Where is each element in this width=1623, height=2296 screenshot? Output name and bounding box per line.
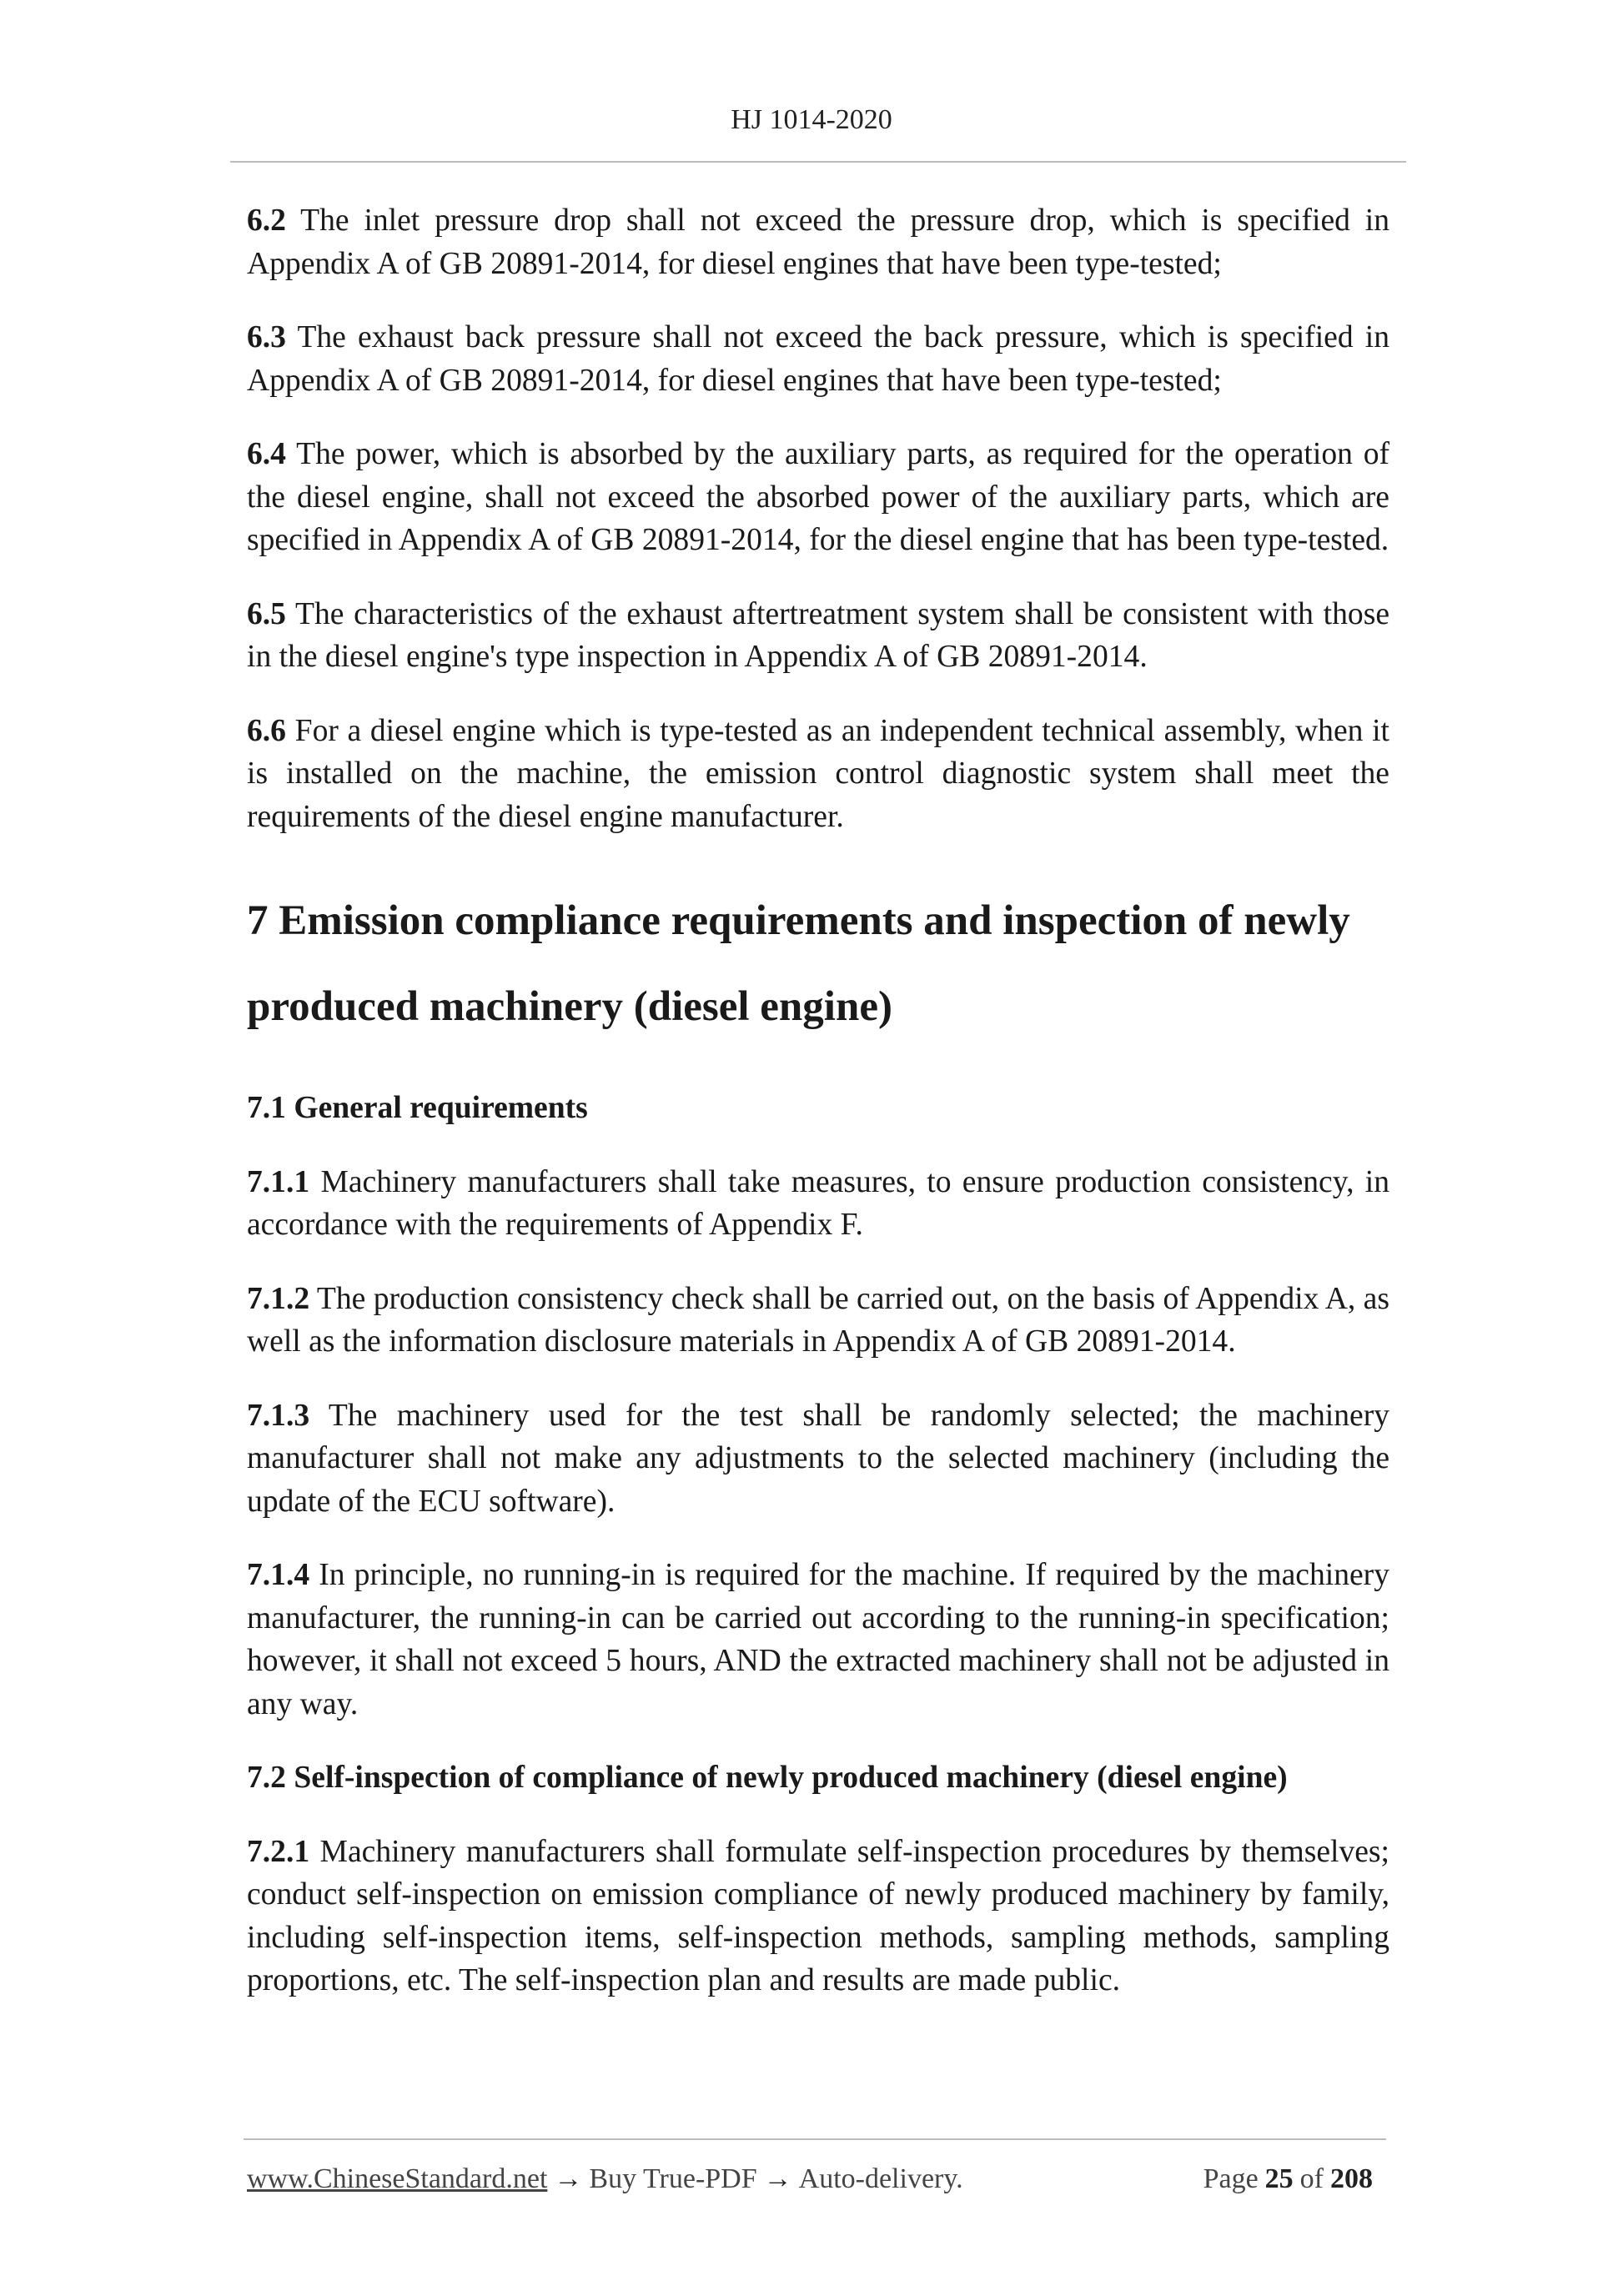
clause-6-3 — [247, 316, 1389, 402]
page-number — [1203, 2163, 1379, 2195]
clause-number: 7.1.3 — [247, 1398, 310, 1433]
arrow-right-icon: → — [763, 2163, 792, 2194]
clause-7-1-1 — [247, 1161, 1389, 1247]
page-total: 208 — [1330, 2163, 1373, 2194]
clause-number: 6.3 — [247, 320, 286, 354]
clause-7-2-1 — [247, 1831, 1389, 2002]
clause-text: The production consistency check shall be carried out, on the basis of Appendix A, as well as the information disclosure materials in Appendix A of GB 20891-2014. — [247, 1281, 1389, 1359]
clause-7-1-2 — [247, 1278, 1389, 1364]
clause-number: 7.1.4 — [247, 1558, 310, 1592]
clause-6-2 — [247, 199, 1389, 285]
page-body — [247, 199, 1389, 2033]
website-link[interactable]: www.ChineseStandard.net — [247, 2163, 548, 2194]
footer-links — [247, 2163, 963, 2195]
clause-text: The exhaust back pressure shall not exceed the back pressure, which is specified in Appendix A of GB 20891-2014, for diesel engines that have been type-tested; — [247, 320, 1389, 398]
buy-pdf-text: Buy True-PDF — [589, 2163, 757, 2194]
clause-7-1-4 — [247, 1554, 1389, 1726]
section-7-1-heading: 7.1 General requirements — [247, 1091, 588, 1125]
clause-text: For a diesel engine which is type-tested as an independent technical assembly, when it is installed on the machine, the emission control diagnostic system shall meet the requirements of the diesel engine manufacturer. — [247, 713, 1389, 834]
arrow-right-icon: → — [554, 2163, 583, 2194]
clause-text: The machinery used for the test shall be randomly selected; the machinery manufacturer shall not make any adjustments to the selected machinery (including the update of the ECU software). — [247, 1398, 1389, 1519]
clause-text: Machinery manufacturers shall formulate self-inspection procedures by themselves; conduct self-inspection on emission compliance of newly produced machinery by family, including self-inspection items, self-inspection methods, sampling methods, sampling proportions, etc. The self-inspection plan and results are made public. — [247, 1834, 1389, 1997]
clause-6-4 — [247, 433, 1389, 562]
running-header: HJ 1014-2020 — [731, 104, 892, 135]
clause-number: 7.2.1 — [247, 1834, 310, 1869]
clause-text: In principle, no running-in is required for the machine. If required by the machinery manufacturer, the running-in can be carried out according to the running-in specification; however, it shall not exceed 5 hours, AND the extracted machinery shall not be adjusted in any way. — [247, 1558, 1389, 1721]
clause-text: The power, which is absorbed by the auxiliary parts, as required for the operation of the diesel engine, shall not exceed the absorbed power of the auxiliary parts, which are specified in Appendix A of GB 20891-2014, for the diesel engine that has been type-tested. — [247, 437, 1389, 557]
clause-text: Machinery manufacturers shall take measures, to ensure production consistency, in accordance with the requirements of Appendix F. — [247, 1164, 1389, 1242]
auto-delivery-text: Auto-delivery. — [798, 2163, 963, 2194]
clause-number: 7.1.2 — [247, 1281, 310, 1316]
section-7-2-heading: 7.2 Self-inspection of compliance of newly produced machinery (diesel engine) — [247, 1761, 1288, 1795]
chapter-7-heading: 7 Emission compliance requirements and inspection of newly produced machinery (diesel engine) — [247, 897, 1350, 1030]
footer-divider — [244, 2138, 1386, 2140]
clause-6-5 — [247, 593, 1389, 679]
clause-6-6 — [247, 710, 1389, 839]
clause-text: The inlet pressure drop shall not exceed the pressure drop, which is specified in Appendix A of GB 20891-2014, for diesel engines that have been type-tested; — [247, 203, 1389, 281]
page-of-label: of — [1299, 2163, 1324, 2194]
clause-number: 7.1.1 — [247, 1164, 310, 1199]
page-current: 25 — [1264, 2163, 1294, 2194]
header-divider — [230, 161, 1406, 163]
clause-7-1-3 — [247, 1394, 1389, 1524]
clause-number: 6.2 — [247, 203, 286, 238]
clause-number: 6.4 — [247, 437, 286, 471]
page-label: Page — [1203, 2163, 1259, 2194]
clause-number: 6.5 — [247, 596, 286, 631]
clause-number: 6.6 — [247, 713, 286, 748]
clause-text: The characteristics of the exhaust aftertreatment system shall be consistent with those in the diesel engine's type inspection in Appendix A of GB 20891-2014. — [247, 596, 1389, 674]
